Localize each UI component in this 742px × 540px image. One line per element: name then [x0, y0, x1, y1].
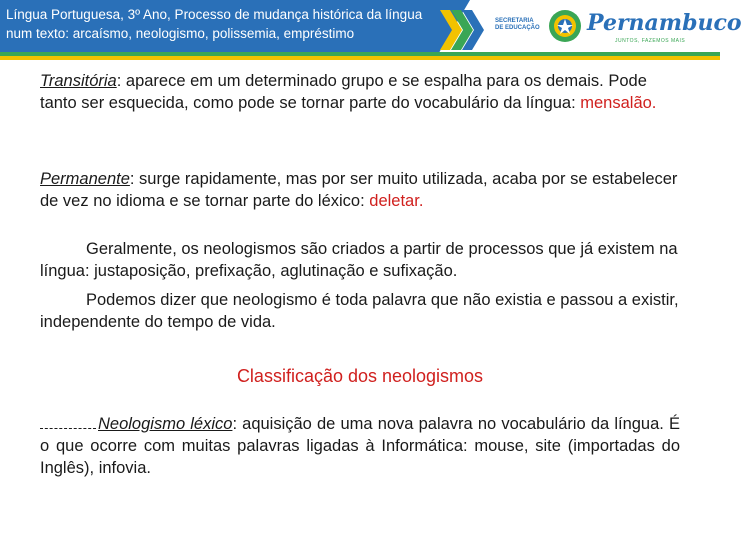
dashed-indent-line [40, 427, 96, 429]
slide-title: Língua Portuguesa, 3º Ano, Processo de mudança histórica da língua num texto: arcaísmo, neologismo, polissemia, empréstimo [6, 7, 423, 41]
example-deletar: deletar. [369, 192, 424, 210]
header-yellow-stripe [0, 56, 720, 60]
paragraph-transitoria [40, 70, 680, 114]
paragraph-definicao: Podemos dizer que neologismo é toda palavra que não existia e passou a existir, independente do tempo de vida. [40, 291, 679, 331]
paragraph-processos: Geralmente, os neologismos são criados a partir de processos que já existem na língua: justaposição, prefixação, aglutinação e sufixação. [40, 240, 678, 280]
paragraph-neologismo-lexico [40, 413, 680, 479]
state-seal-icon [547, 8, 583, 44]
secretaria-label: SECRETARIA DE EDUCAÇÃO [495, 18, 540, 31]
section-heading: Classificação dos neologismos [236, 366, 484, 386]
header-banner [0, 0, 742, 62]
brand-tagline: JUNTOS, FAZEMOS MAIS [615, 38, 686, 44]
example-mensalao: mensalão. [580, 94, 657, 112]
text-neologismo-lexico: : aquisição de uma nova palavra no vocabulário da língua. É o que ocorre com muitas palavras ligadas à Informática: mouse, site (importadas do Inglês), infovia. [40, 415, 680, 477]
chevrons-icon [440, 10, 484, 50]
text-permanente: : surge rapidamente, mas por ser muito utilizada, acaba por se estabelecer de vez no idioma e se tornar parte do léxico: [40, 170, 678, 210]
term-transitoria: Transitória [40, 72, 117, 90]
term-neologismo-lexico: Neologismo léxico [98, 415, 233, 433]
text-transitoria: : aparece em um determinado grupo e se espalha para os demais. Pode tanto ser esquecida, como pode se tornar parte do vocabulário da língua: [40, 72, 647, 112]
term-permanente: Permanente [40, 170, 130, 188]
government-logo [495, 8, 742, 50]
brand-wordmark: Pernambuco [587, 10, 742, 36]
paragraph-permanente [40, 168, 680, 212]
